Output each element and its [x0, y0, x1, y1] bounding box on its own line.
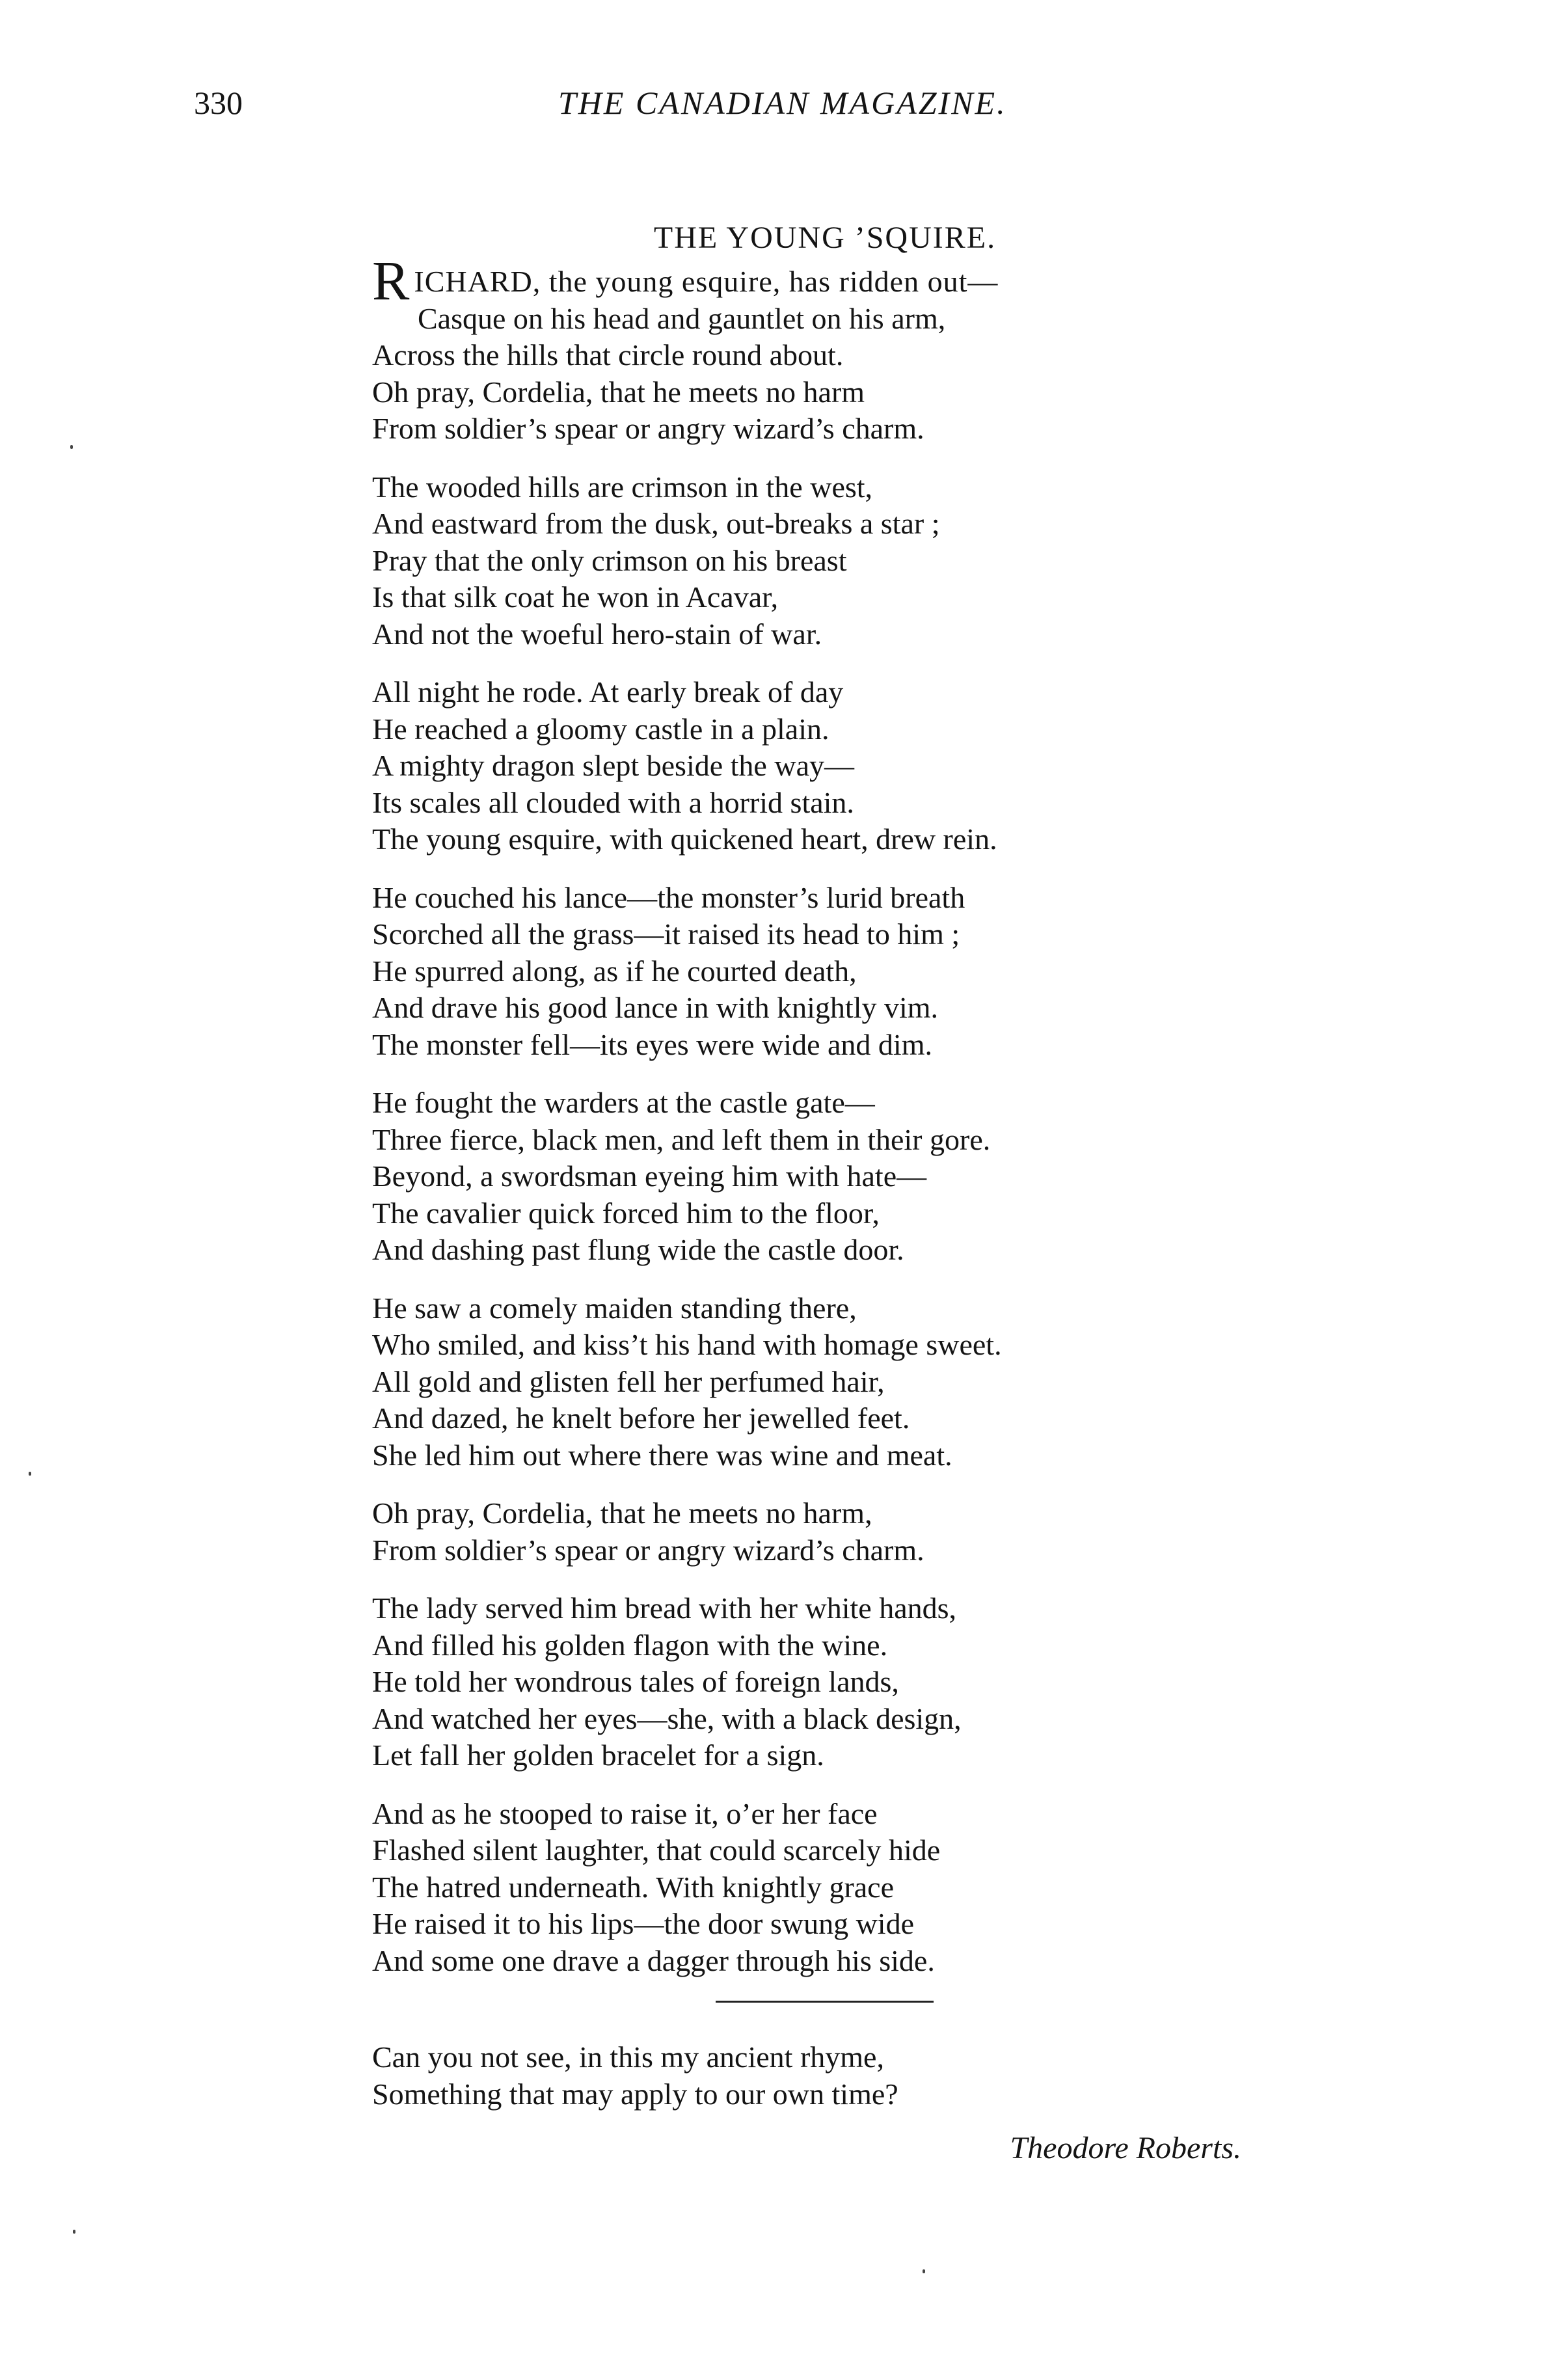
print-speck: [923, 2269, 925, 2273]
poem-line: And eastward from the dusk, out-breaks a star ;: [372, 507, 940, 540]
poem-line: And as he stooped to raise it, o’er her face: [372, 1796, 878, 1830]
poem-line: Can you not see, in this my ancient rhyme,: [372, 2040, 884, 2074]
poem-line: He saw a comely maiden standing there,: [372, 1291, 857, 1325]
poem-line: And watched her eyes—she, with a black design,: [372, 1701, 962, 1735]
section-divider-rule: [716, 2001, 934, 2003]
poem-line: Oh pray, Cordelia, that he meets no harm: [372, 375, 865, 409]
stanza: [372, 880, 1439, 1064]
poem-line: Casque on his head and gauntlet on his arm,: [418, 301, 946, 335]
poem-line: And some one drave a dagger through his side.: [372, 1943, 935, 1977]
poem-line: The lady served him bread with her white hands,: [372, 1591, 957, 1625]
print-speck: [29, 1472, 31, 1476]
stanza: [372, 1495, 1439, 1569]
poem-line: The young esquire, with quickened heart, drew rein.: [372, 822, 997, 856]
poem-line: Pray that the only crimson on his breast: [372, 543, 847, 577]
poem-line: And not the woeful hero-stain of war.: [372, 617, 822, 651]
poem-line: And drave his good lance in with knightly vim.: [372, 991, 939, 1024]
stanza: [372, 249, 1439, 448]
stanza: [372, 1590, 1439, 1774]
poem-line: Across the hills that circle round about.: [372, 338, 844, 372]
poem-line: Let fall her golden bracelet for a sign.: [372, 1738, 824, 1772]
poem-line: He reached a gloomy castle in a plain.: [372, 712, 829, 746]
poem-line: He spurred along, as if he courted death,: [372, 954, 857, 988]
poem-line: He couched his lance—the monster’s lurid breath: [372, 880, 965, 914]
poem-line: The wooded hills are crimson in the west,: [372, 470, 873, 504]
poem-line: Flashed silent laughter, that could scarcely hide: [372, 1833, 941, 1867]
poem-line: Three fierce, black men, and left them in their gore.: [372, 1122, 991, 1156]
poem-line: A mighty dragon slept beside the way—: [372, 749, 854, 782]
poem-line: And filled his golden flagon with the wine.: [372, 1628, 888, 1662]
drop-cap: R: [372, 249, 411, 312]
poem-line: He told her wondrous tales of foreign lands,: [372, 1665, 899, 1698]
first-line-text: ICHARD, the young esquire, has ridden out—: [414, 265, 999, 298]
poem-title: THE YOUNG ’SQUIRE.: [653, 221, 997, 255]
poem-line: From soldier’s spear or angry wizard’s charm.: [372, 1533, 924, 1567]
running-head: THE CANADIAN MAGAZINE.: [558, 85, 1007, 121]
stanza: [372, 1290, 1439, 1474]
stanza: [372, 469, 1439, 653]
poem-line: All night he rode. At early break of day: [372, 675, 844, 709]
stanza: [372, 1085, 1439, 1269]
poem-line: He raised it to his lips—the door swung wide: [372, 1907, 915, 1940]
poem-line: The monster fell—its eyes were wide and dim.: [372, 1027, 932, 1061]
print-speck: [70, 445, 73, 449]
poem-line: The cavalier quick forced him to the floor,: [372, 1196, 880, 1230]
poem-line: Scorched all the grass—it raised its head to him ;: [372, 917, 960, 951]
poem-line: The hatred underneath. With knightly grace: [372, 1870, 895, 1904]
poem-line: [372, 249, 1439, 312]
poem-line: From soldier’s spear or angry wizard’s charm.: [372, 412, 924, 445]
poem-line: And dazed, he knelt before her jewelled feet.: [372, 1401, 910, 1435]
coda-stanza: [372, 2039, 1439, 2113]
poem-line: Is that silk coat he won in Acavar,: [372, 580, 779, 614]
poem-body: [372, 249, 1439, 2134]
page-number: 330: [194, 85, 243, 121]
poem-line: Who smiled, and kiss’t his hand with homage sweet.: [372, 1328, 1002, 1361]
print-speck: [73, 2230, 75, 2234]
author-signature: Theodore Roberts.: [1010, 2131, 1241, 2165]
stanza: [372, 674, 1439, 858]
poem-line: Oh pray, Cordelia, that he meets no harm,: [372, 1496, 872, 1530]
poem-line: Something that may apply to our own time?: [372, 2077, 898, 2111]
poem-line: Beyond, a swordsman eyeing him with hate—: [372, 1159, 927, 1193]
poem-line: All gold and glisten fell her perfumed hair,: [372, 1364, 885, 1398]
poem-line: Its scales all clouded with a horrid stain.: [372, 785, 854, 819]
poem-line: He fought the warders at the castle gate—: [372, 1086, 875, 1119]
stanza: [372, 1796, 1439, 1980]
poem-line: She led him out where there was wine and meat.: [372, 1438, 952, 1472]
poem-line: And dashing past flung wide the castle door.: [372, 1233, 904, 1266]
